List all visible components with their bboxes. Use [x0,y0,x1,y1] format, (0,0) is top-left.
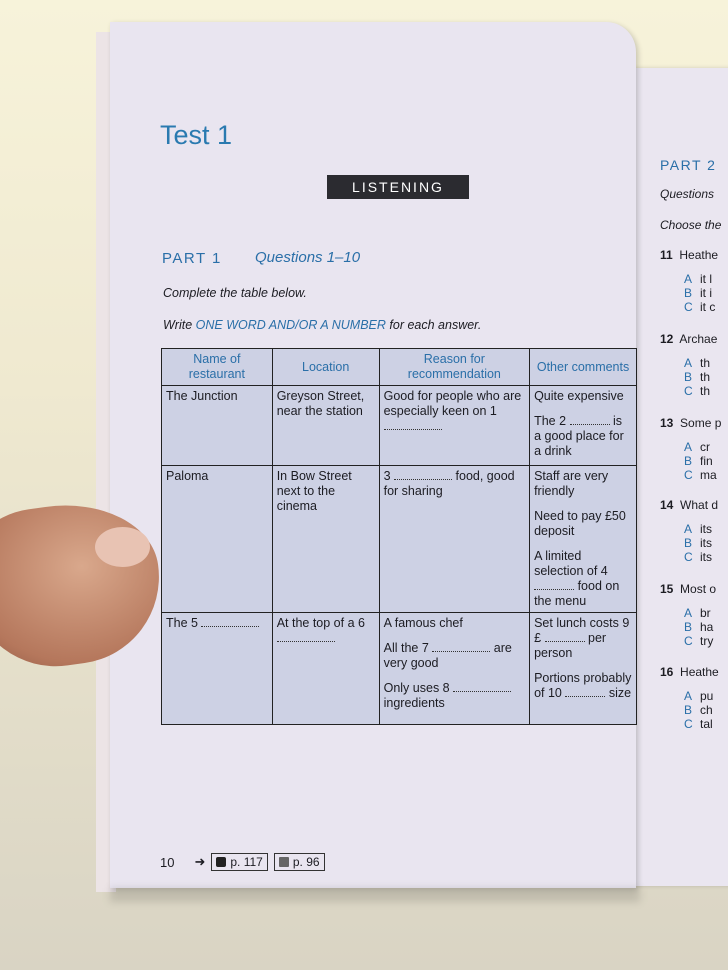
option-b[interactable]: B [684,703,693,717]
question-text: Archae [679,332,718,346]
page-footer [160,853,325,871]
table-row [162,466,637,613]
comment-text: size [608,686,632,700]
option-b[interactable]: B [684,620,693,634]
page-number: 10 [160,854,175,870]
questions-range: Questions 1–10 [255,249,361,266]
option-b[interactable]: B [684,370,693,384]
question-text: What d [680,498,719,512]
cell-reason [379,613,529,725]
cell-comments [530,466,637,613]
answer-blank-5[interactable] [201,616,259,627]
reason: A famous chef [383,616,463,630]
question-text: Heathe [680,665,719,679]
comment [534,616,632,661]
comment-text: The 2 [534,414,567,428]
instruction-highlight: ONE WORD AND/OR A NUMBER [195,318,386,332]
option-text: th [700,370,711,384]
option-text: fin [700,454,713,468]
option-c[interactable]: C [684,634,693,648]
option-text: th [700,356,711,370]
question-number: 14 [660,498,674,512]
comment [534,671,632,701]
option-a[interactable]: A [684,272,693,286]
cell-name: The Junction [162,386,273,466]
question-text: Most o [680,582,717,596]
table-row [162,613,637,725]
option-text: tal [700,717,713,731]
reason-text: ingredients [383,696,445,710]
audio-icon [216,857,226,867]
cell-location: Greyson Street, near the station [272,386,379,466]
comment-text: Set lunch costs 9 £ [534,616,630,645]
answer-blank-3[interactable] [394,469,452,480]
question-text: Heathe [679,248,719,262]
restaurant-table [161,348,637,725]
ref-text: p. 96 [292,855,320,869]
location-text: At the top of a 6 [276,616,365,630]
comment [534,549,632,609]
right-questions: Questions [660,187,715,201]
instruction-text: Write [163,318,196,332]
cell-location: In Bow Street next to the cinema [272,466,379,613]
option-c[interactable]: C [684,384,693,398]
cell-comments [530,613,637,725]
option-text: br [700,606,711,620]
option-c[interactable]: C [684,550,693,564]
answer-blank-7[interactable] [432,641,490,652]
option-b[interactable]: B [684,536,693,550]
reason-text: 3 [383,469,391,483]
option-b[interactable]: B [684,454,693,468]
test-title: Test 1 [160,120,233,150]
instruction-text: for each answer. [385,318,482,332]
cell-name: Paloma [162,466,273,613]
reason [384,641,525,671]
name-text: The 5 [166,616,198,630]
reason [384,681,525,711]
answer-blank-9[interactable] [545,631,585,642]
option-c[interactable]: C [684,717,693,731]
header-name: Name of restaurant [162,349,273,386]
option-text: ma [700,468,717,482]
header-comments: Other comments [530,349,637,386]
comment-text: Portions probably of 10 [534,671,632,700]
option-c[interactable]: C [684,300,693,314]
answer-blank-4[interactable] [534,579,574,590]
question-number: 15 [660,582,674,596]
option-text: try [700,634,714,648]
answer-blank-2[interactable] [570,414,610,425]
header-location: Location [272,349,379,386]
page-shadow [110,888,640,902]
options [684,440,717,482]
options [684,522,712,564]
comment [534,414,632,459]
options [684,272,715,314]
comment-text: food on the menu [534,579,620,608]
question-item [660,665,719,679]
option-text: its [700,536,712,550]
cell-name [162,613,273,725]
table-header-row [162,349,637,386]
ref-text: p. 117 [230,855,263,869]
option-text: its [700,550,712,564]
option-text: it c [700,300,716,314]
question-number: 16 [660,665,674,679]
header-reason: Reason for recommendation [379,349,529,386]
option-a[interactable]: A [684,606,693,620]
question-item [660,498,718,512]
option-text: cr [700,440,710,454]
options [684,689,713,731]
cell-location [272,613,379,725]
reason-text: Good for people who are especially keen on 1 [383,389,522,418]
options [684,606,713,648]
option-c[interactable]: C [684,468,693,482]
comment: Staff are very friendly [534,469,609,498]
option-text: ha [700,620,714,634]
table-row [162,386,637,466]
question-number: 13 [660,416,674,430]
comment-text: A limited selection of 4 [534,549,608,578]
option-text: pu [700,689,714,703]
question-item [660,332,717,346]
part-label: PART 1 [162,250,222,267]
cell-reason [379,466,529,613]
answer-blank-8[interactable] [453,681,511,692]
answer-blank-6[interactable] [277,631,335,642]
thumbnail [95,527,150,567]
comment: Need to pay £50 deposit [534,509,626,538]
answer-blank-1[interactable] [384,419,442,430]
question-text: Some p [680,416,722,430]
section-badge: LISTENING [327,175,469,199]
option-text: its [700,522,712,536]
reason-text: are very good [383,641,512,670]
option-a[interactable]: A [684,689,693,703]
reason-text: food, good for sharing [383,469,515,498]
right-part-label: PART 2 [660,157,717,173]
option-text: th [700,384,711,398]
document-icon [279,857,289,867]
option-b[interactable]: B [684,286,693,300]
instruction-1: Complete the table below. [163,286,307,300]
option-text: ch [700,703,713,717]
question-item [660,416,721,430]
options [684,356,710,398]
option-a[interactable]: A [684,522,693,536]
question-number: 12 [660,332,674,346]
arrow-icon: ➜ [194,854,206,869]
option-text: it l [700,272,712,286]
question-item [660,582,716,596]
comment-text: per person [534,631,607,660]
instruction-2 [163,318,481,332]
option-a[interactable]: A [684,356,693,370]
reason-text: Only uses 8 [383,681,450,695]
answer-blank-10[interactable] [565,686,605,697]
audio-script-ref[interactable] [211,853,267,871]
right-instruction: Choose the [660,218,722,232]
answer-key-ref[interactable] [274,853,325,871]
cell-comments [530,386,637,466]
reason-text: All the 7 [383,641,429,655]
question-number: 11 [660,248,673,262]
comment: Quite expensive [534,389,624,403]
question-item [660,248,718,262]
cell-reason [379,386,529,466]
comment-text: is a good place for a drink [534,414,624,458]
option-text: it i [700,286,712,300]
option-a[interactable]: A [684,440,693,454]
